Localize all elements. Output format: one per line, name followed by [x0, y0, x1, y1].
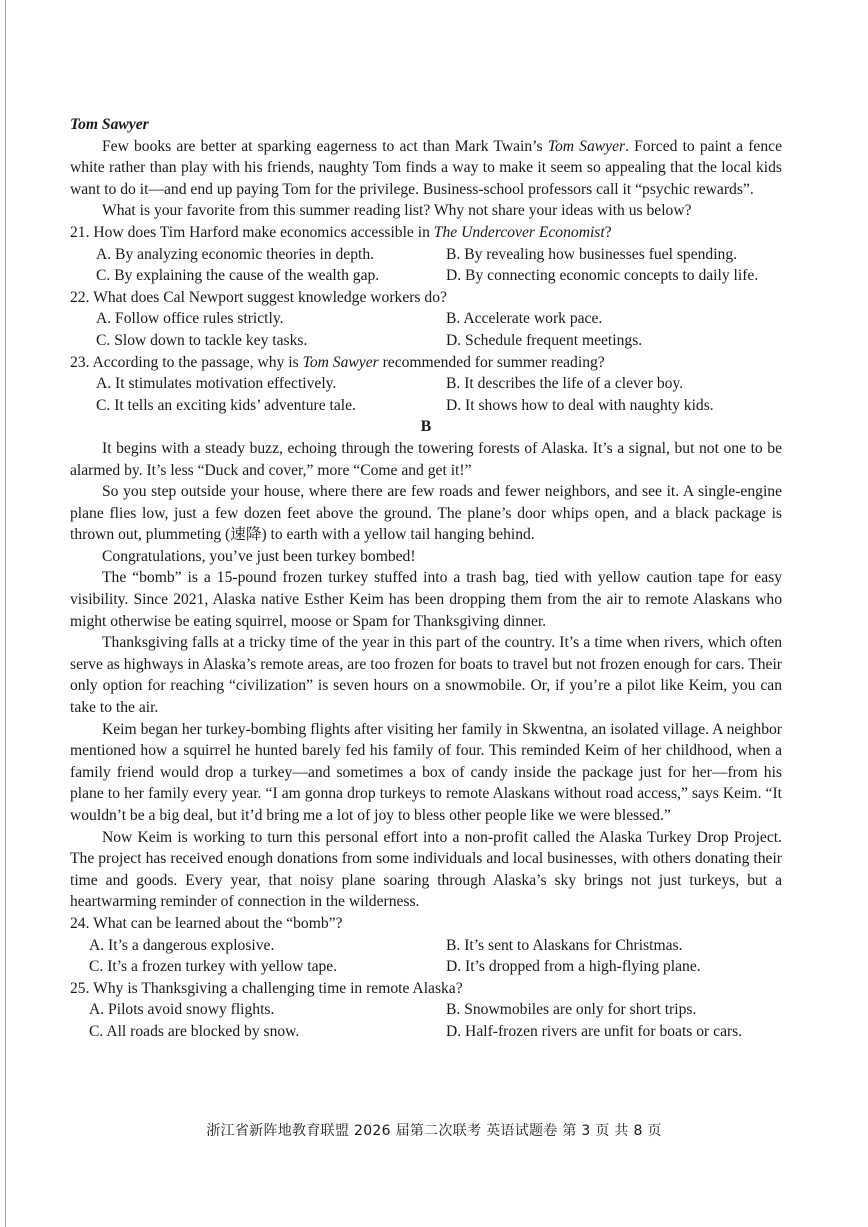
- tom-sawyer-title: Tom Sawyer: [547, 137, 626, 155]
- q24-option-b: B. It’s sent to Alaskans for Christmas.: [446, 936, 683, 954]
- q22-option-c: C. Slow down to tackle key tasks.: [96, 331, 308, 349]
- page-edge-line: [5, 0, 6, 1227]
- q25-option-d: D. Half-frozen rivers are unfit for boats or cars.: [446, 1022, 743, 1040]
- q22-option-d: D. Schedule frequent meetings.: [446, 331, 643, 349]
- question-25: 25. Why is Thanksgiving a challenging time in remote Alaska?: [70, 979, 463, 997]
- q22-options: [70, 308, 782, 351]
- passage-b-paragraph-7: Now Keim is working to turn this personal effort into a non-profit called the Alaska Turkey Drop Project. The project has received enough donations from some individuals and local businesses, with others donating their time and goods. Every year, that noisy plane soaring through Alaska’s sky brings not just turkeys, but a heartwarming reminder of connection in the wilderness.: [70, 828, 782, 911]
- q23-option-b: B. It describes the life of a clever boy.: [446, 375, 684, 393]
- q25-option-a: A. Pilots avoid snowy flights.: [89, 1001, 275, 1019]
- reading-list-prompt: What is your favorite from this summer reading list? Why not share your ideas with us below?: [102, 202, 692, 220]
- q24-option-a: A. It’s a dangerous explosive.: [89, 936, 275, 954]
- q21-stem: 21. How does Tim Harford make economics accessible in: [70, 223, 434, 241]
- q22-option-a: A. Follow office rules strictly.: [96, 310, 284, 328]
- passage-b-paragraph-4: The “bomb” is a 15-pound frozen turkey stuffed into a trash bag, tied with yellow caution tape for easy visibility. Since 2021, Alaska native Esther Keim has been dropping them from the air to remote Alaskans who might otherwise be eating squirrel, moose or Spam for Thanksgiving dinner.: [70, 569, 782, 630]
- page-footer: 浙江省新阵地教育联盟 2026 届第二次联考 英语试题卷 第 3 页 共 8 页: [206, 1123, 662, 1139]
- q21-option-b: B. By revealing how businesses fuel spending.: [446, 245, 738, 263]
- q21-stem-end: ?: [604, 223, 612, 241]
- passage-b-paragraph-2: So you step outside your house, where there are few roads and fewer neighbors, and see it. A single-engine plane flies low, just a few dozen feet above the ground. The plane’s door whips open, and a black package is thrown out, plummeting (速降) to earth with a yellow tail hanging behind.: [70, 483, 782, 544]
- q21-option-d: D. By connecting economic concepts to daily life.: [446, 267, 759, 285]
- question-22: 22. What does Cal Newport suggest knowledge workers do?: [70, 288, 447, 306]
- q21-options: [70, 244, 782, 287]
- section-title: Tom Sawyer: [70, 116, 149, 133]
- q21-option-c: C. By explaining the cause of the wealth gap.: [96, 267, 380, 285]
- q23-option-d: D. It shows how to deal with naughty kids.: [446, 396, 714, 414]
- q24-option-d: D. It’s dropped from a high-flying plane.: [446, 958, 701, 976]
- exam-page: [70, 114, 782, 1043]
- q21-option-a: A. By analyzing economic theories in depth.: [96, 245, 375, 263]
- q24-option-c: C. It’s a frozen turkey with yellow tape.: [89, 958, 338, 976]
- q24-options: [70, 935, 782, 978]
- passage-b-paragraph-6: Keim began her turkey-bombing flights after visiting her family in Skwentna, an isolated village. A neighbor mentioned how a squirrel he hunted barely fed his family of four. This reminded Keim of her childhood, when a family friend would drop a turkey—and sometimes a box of candy inside the package just for her—from his plane to her family every year. “I am gonna drop turkeys to remote Alaskans without road access,” says Keim. “It wouldn’t be a big deal, but it’d bring me a lot of joy to bless other people like we were blessed.”: [70, 720, 782, 824]
- q23-option-a: A. It stimulates motivation effectively.: [96, 375, 337, 393]
- q25-option-b: B. Snowmobiles are only for short trips.: [446, 1001, 697, 1019]
- part-b-heading: B: [420, 418, 432, 436]
- question-23: [70, 352, 782, 374]
- q23-options: [70, 373, 782, 416]
- tom-sawyer-paragraph: Few books are better at sparking eagerness to act than Mark Twain’s Tom Sawyer. Forced to paint a fence white rather than play with his friends, naughty Tom finds a way to make it seem so appealing that the local kids want to do it—and end up paying Tom for the privilege. Business-school professors call it “psychic rewards”.: [70, 137, 782, 198]
- q25-option-c: C. All roads are blocked by snow.: [89, 1022, 300, 1040]
- question-21: [70, 222, 782, 244]
- passage-b-paragraph-3: Congratulations, you’ve just been turkey bombed!: [102, 547, 416, 565]
- q23-stem-end: recommended for summer reading?: [378, 353, 605, 371]
- q21-book-title: The Undercover Economist: [433, 223, 605, 241]
- q22-option-b: B. Accelerate work pace.: [446, 310, 603, 328]
- question-24: 24. What can be learned about the “bomb”?: [70, 914, 343, 932]
- q23-stem: 23. According to the passage, why is: [70, 353, 303, 371]
- passage-b-paragraph-5: Thanksgiving falls at a tricky time of the year in this part of the country. It’s a time when rivers, which often serve as highways in Alaska’s remote areas, are too frozen for boats to travel but not frozen enough for cars. Their only option for reaching “civilization” is seven hours on a snowmobile. Or, if you’re a pilot like Keim, you can take to the air.: [70, 634, 782, 717]
- q25-options: [70, 999, 782, 1042]
- q23-book-title: Tom Sawyer: [302, 353, 379, 371]
- passage-b-paragraph-1: It begins with a steady buzz, echoing through the towering forests of Alaska. It’s a signal, but not one to be alarmed by. It’s less “Duck and cover,” more “Come and get it!”: [70, 439, 782, 479]
- q23-option-c: C. It tells an exciting kids’ adventure tale.: [96, 396, 356, 414]
